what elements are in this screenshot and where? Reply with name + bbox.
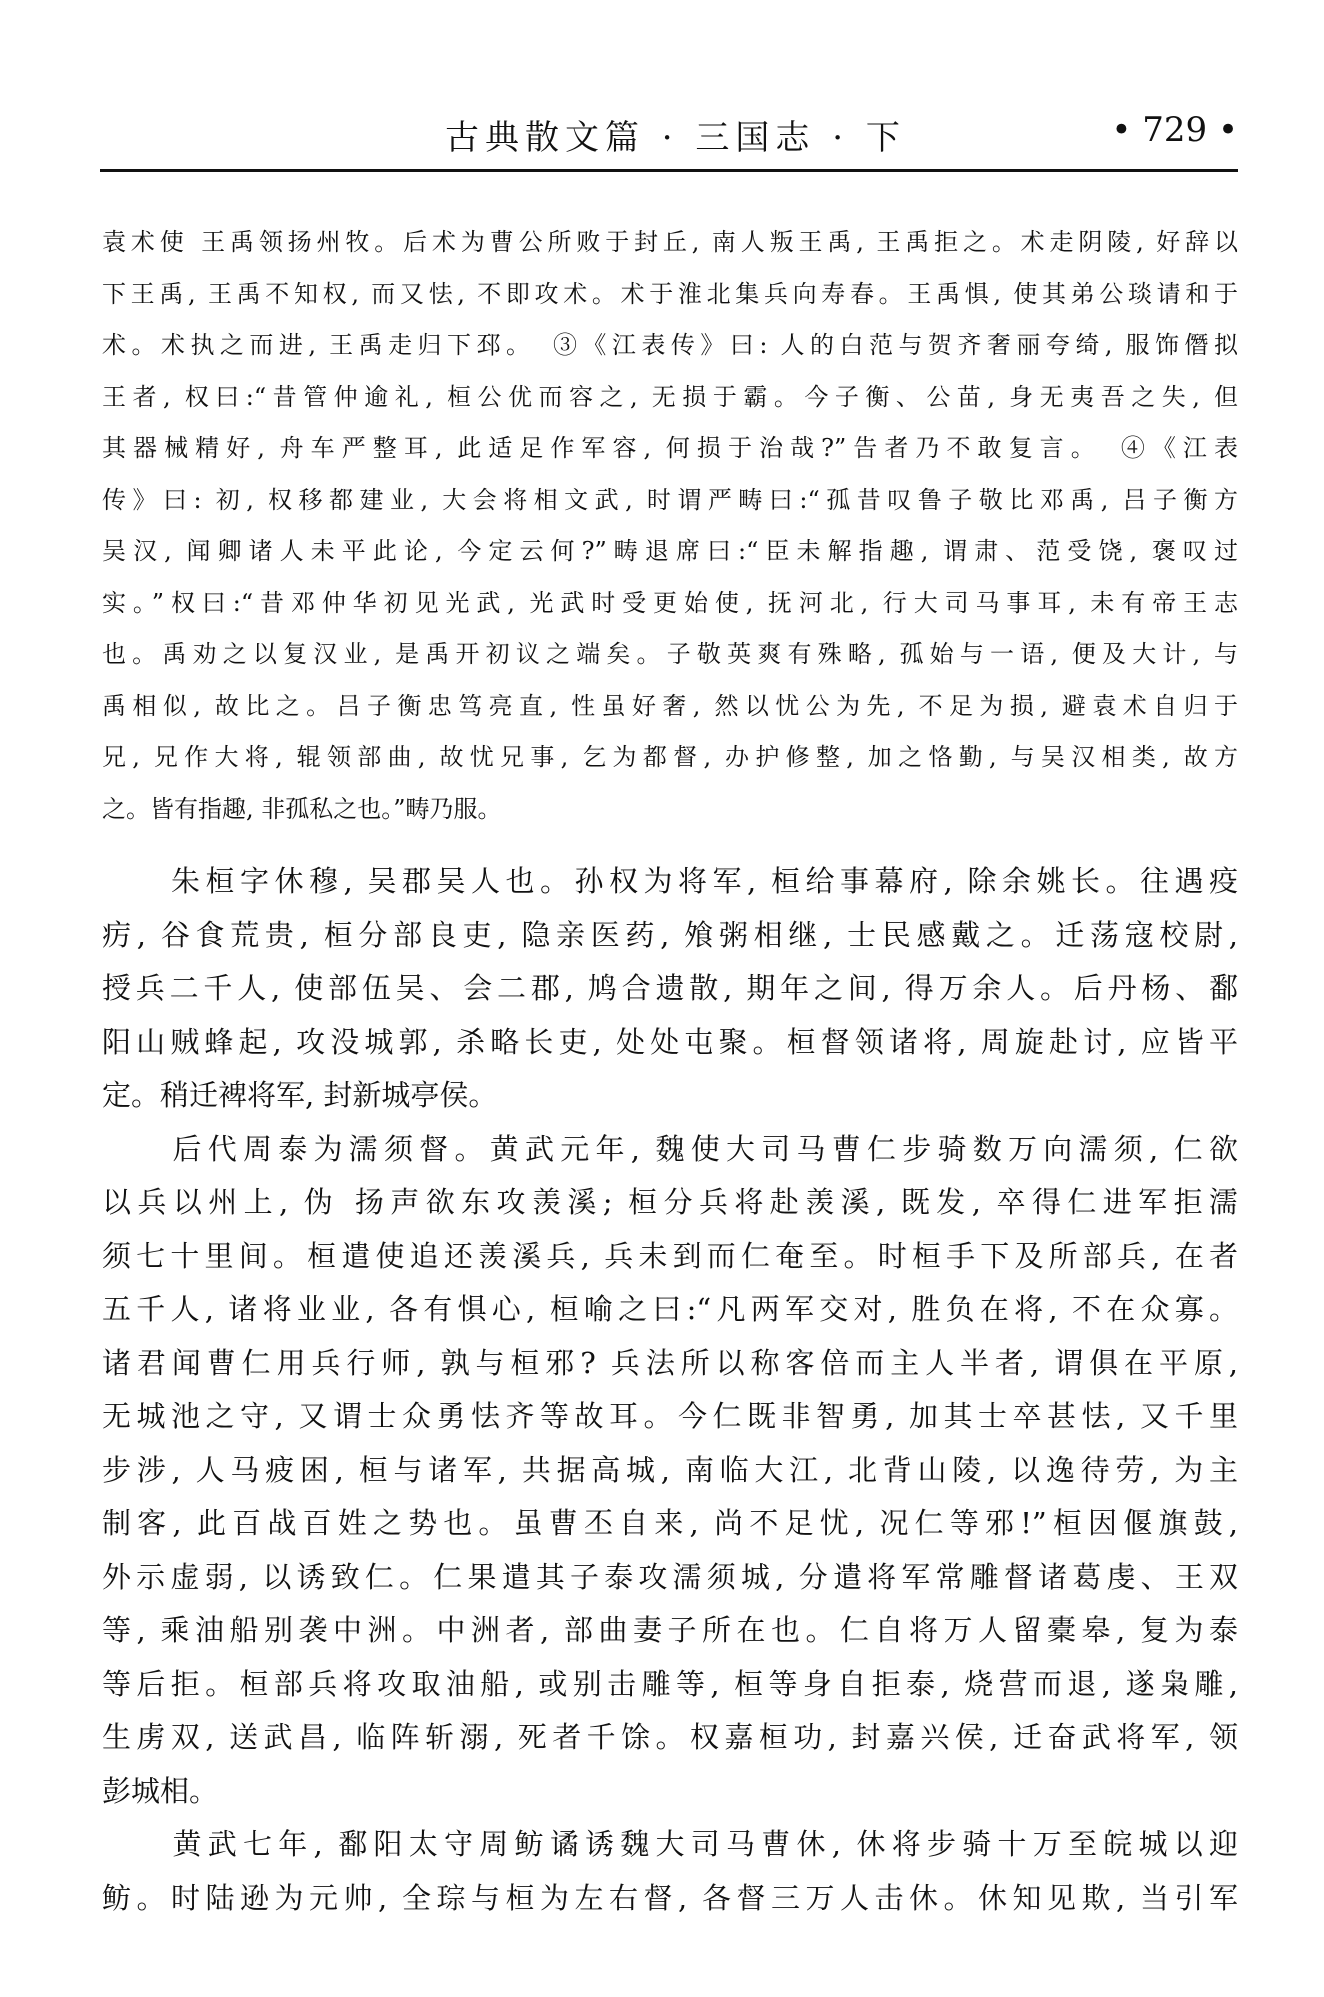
body-line: 生虏双, 送武昌, 临阵斩溺, 死者千馀。权嘉桓功, 封嘉兴侯, 迁奋武将军, 领 — [102, 1720, 1238, 1754]
footnotes-block — [102, 217, 1238, 835]
note-line: 之。皆有指趣, 非孤私之也。”畴乃服。 — [102, 794, 502, 823]
page-number: • 729 • — [1111, 110, 1238, 150]
body-line: 步涉, 人马疲困, 桓与诸军, 共据高城, 南临大江, 北背山陵, 以逸待劳, 为主 — [102, 1452, 1238, 1487]
note-line: 吴汉, 闻卿诸人未平此论, 今定云何?”畴退席曰:“臣未解指趣, 谓肃、范受饶, 褒叹过 — [102, 537, 1238, 565]
main-text-block — [102, 855, 1238, 1925]
note-line: 王者, 权曰:“昔管仲逾礼, 桓公优而容之, 无损于霸。今子衡、公苗, 身无夷吾之失, 但 — [102, 382, 1238, 411]
note-line: 术。术执之而进, 王禹走归下邳。 ③《江表传》曰: 人的白范与贺齐奢丽夸绮, 服饰僭拟 — [102, 331, 1238, 359]
body-line: 黄武七年, 鄱阳太守周鲂谲诱魏大司马曹休, 休将步骑十万至皖城以迎 — [102, 1827, 1238, 1861]
body-line: 等, 乘油船别袭中洲。中洲者, 部曲妻子所在也。仁自将万人留橐皋, 复为泰 — [102, 1613, 1238, 1647]
note-line: 也。禹劝之以复汉业, 是禹开初议之端矣。子敬英爽有殊略, 孤始与一语, 便及大计, 与 — [102, 640, 1238, 668]
body-line: 制客, 此百战百姓之势也。虽曹丕自来, 尚不足忧, 况仁等邪!”桓因偃旗鼓, — [102, 1506, 1238, 1540]
body-line: 阳山贼蜂起, 攻没城郭, 杀略长吏, 处处屯聚。桓督领诸将, 周旋赴讨, 应皆平 — [102, 1024, 1238, 1059]
note-line: 禹相似, 故比之。吕子衡忠笃亮直, 性虽好奢, 然以忧公为先, 不足为损, 避袁术自归于 — [102, 691, 1238, 720]
note-line: 其器械精好, 舟车严整耳, 此适足作军容, 何损于治哉?”告者乃不敢复言。 ④《江表 — [102, 434, 1238, 462]
body-line: 后代周泰为濡须督。黄武元年, 魏使大司马曹仁步骑数万向濡须, 仁欲 — [102, 1131, 1238, 1166]
body-line: 诸君闻曹仁用兵行师, 孰与桓邪? 兵法所以称客倍而主人半者, 谓俱在平原, — [102, 1345, 1238, 1380]
body-line: 以兵以州上, 伪 扬声欲东攻羡溪; 桓分兵将赴羡溪, 既发, 卒得仁进军拒濡 — [102, 1185, 1238, 1219]
body-line: 彭城相。 — [102, 1773, 219, 1808]
note-line: 实。”权曰:“昔邓仲华初见光武, 光武时受更始使, 抚河北, 行大司马事耳, 未有帝王志 — [102, 588, 1238, 617]
body-line: 外示虚弱, 以诱致仁。仁果遣其子泰攻濡须城, 分遣将军常雕督诸葛虔、王双 — [102, 1559, 1238, 1594]
body-line: 五千人, 诸将业业, 各有惧心, 桓喻之曰:“凡两军交对, 胜负在将, 不在众寡。 — [102, 1292, 1238, 1326]
header-rule — [100, 169, 1238, 172]
body-line: 鲂。时陆逊为元帅, 全琮与桓为左右督, 各督三万人击休。休知见欺, 当引军 — [102, 1880, 1238, 1915]
body-line: 等后拒。桓部兵将攻取油船, 或别击雕等, 桓等身自拒泰, 烧营而退, 遂枭雕, — [102, 1666, 1238, 1701]
running-header — [100, 100, 1238, 172]
body-line: 无城池之守, 又谓士众勇怯齐等故耳。今仁既非智勇, 加其士卒甚怯, 又千里 — [102, 1399, 1238, 1433]
body-line: 定。稍迁裨将军, 封新城亭侯。 — [102, 1078, 498, 1112]
note-line: 下王禹, 王禹不知权, 而又怯, 不即攻术。术于淮北集兵向寿春。王禹惧, 使其弟公琰请和于 — [102, 279, 1238, 308]
header-title: 古典散文篇 · 三国志 · 下 — [445, 118, 906, 158]
note-line: 传》曰: 初, 权移都建业, 大会将相文武, 时谓严畴曰:“孤昔叹鲁子敬比邓禹, 吕子衡方 — [102, 485, 1238, 514]
body-line: 朱桓字休穆, 吴郡吴人也。孙权为将军, 桓给事幕府, 除余姚长。往遇疫 — [102, 864, 1238, 898]
note-line: 袁术使 王禹领扬州牧。后术为曹公所败于封丘, 南人叛王禹, 王禹拒之。术走阴陵, 好辞以 — [102, 228, 1238, 256]
body-line: 须七十里间。桓遣使追还羡溪兵, 兵未到而仁奄至。时桓手下及所部兵, 在者 — [102, 1238, 1238, 1273]
body-line: 疠, 谷食荒贵, 桓分部良吏, 隐亲医药, 飧粥相继, 士民感戴之。迁荡寇校尉, — [102, 917, 1238, 952]
note-line: 兄, 兄作大将, 辊领部曲, 故忧兄事, 乞为都督, 办护修整, 加之恪勤, 与吴汉相类, 故方 — [102, 743, 1238, 771]
body-line: 授兵二千人, 使部伍吴、会二郡, 鸠合遗散, 期年之间, 得万余人。后丹杨、鄱 — [102, 971, 1238, 1005]
